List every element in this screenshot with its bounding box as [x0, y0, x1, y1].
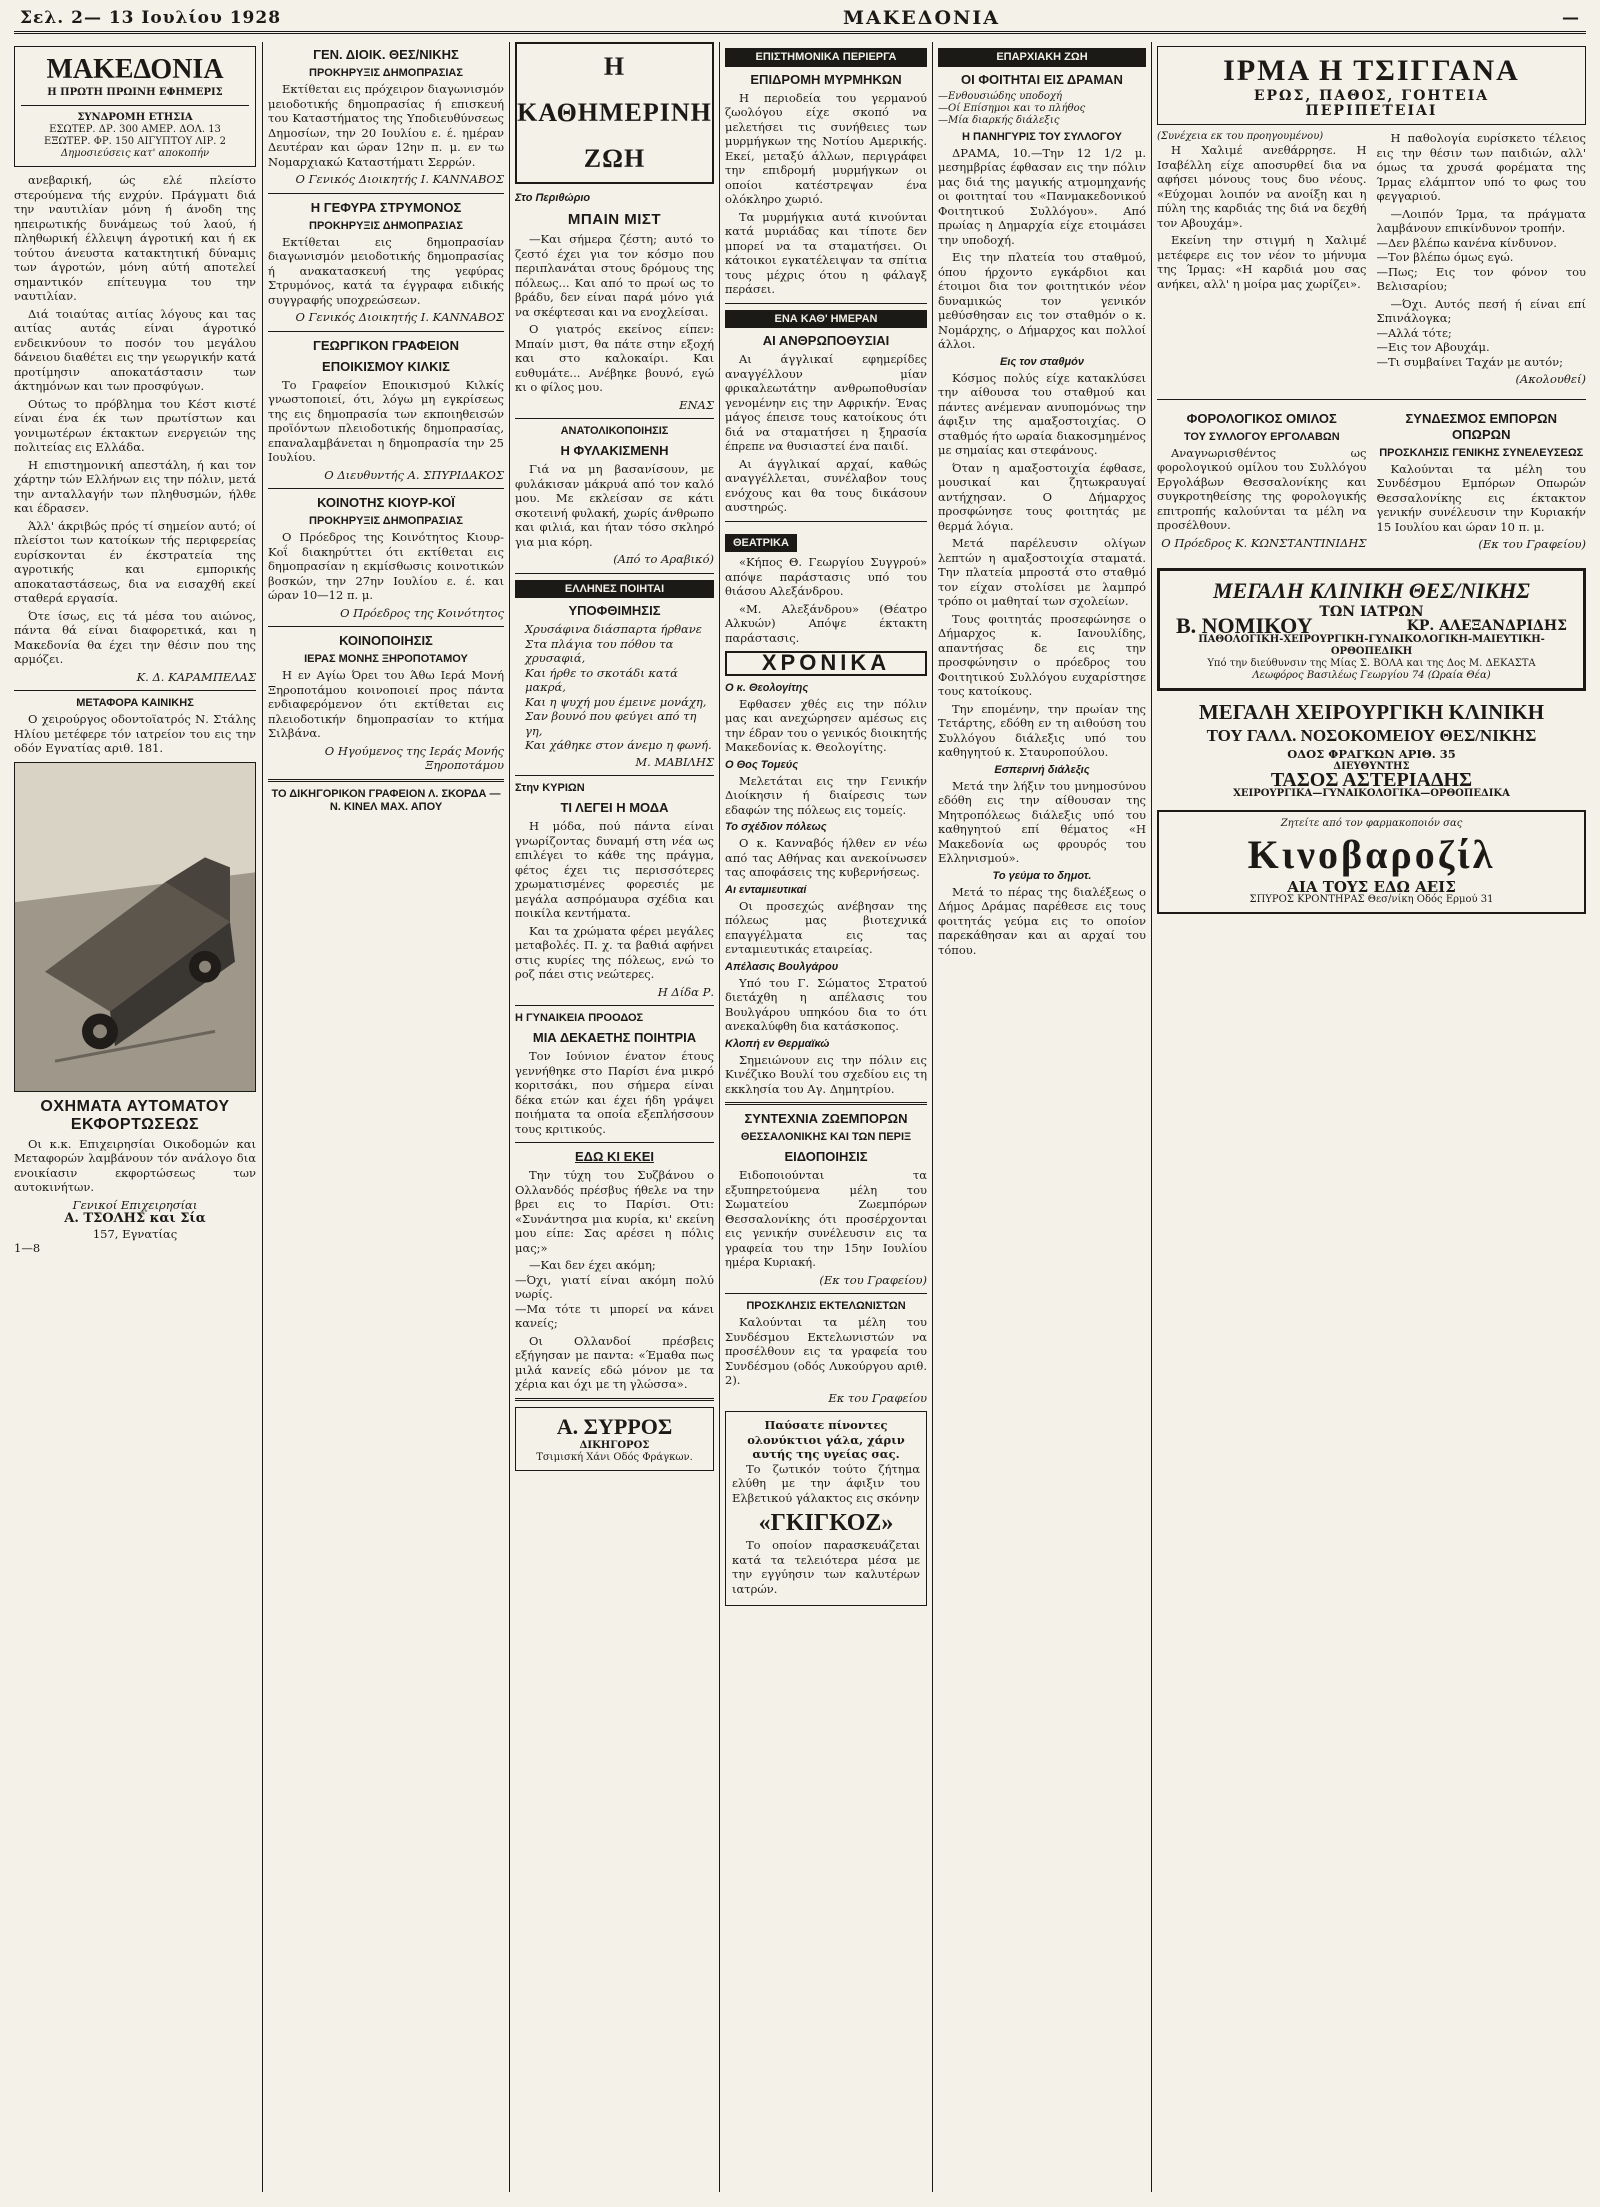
notice-signature: (Εκ του Γραφείου)	[819, 1272, 927, 1287]
hospital-specialties: ΧΕΙΡΟΥΡΓΙΚΑ—ΓΥΝΑΙΚΟΛΟΓΙΚΑ—ΟΡΘΟΠΕΔΙΚΑ	[1233, 787, 1510, 799]
poem-signature: Μ. ΜΑΒΙΛΗΣ	[635, 754, 714, 769]
article-paragraph: Αι άγγλικαί αρχαί, καθώς αναγγέλλεται, συνέλαβον τους ενόχους και θα τους δικάσουν αυστηρώς.	[725, 456, 927, 514]
hospital-advert	[1157, 699, 1586, 800]
article-paragraph: Ότε ίσως, εις τά μέσα του αιώνος, πάντα θά είναι διαφορετικά, και η Μακεδονία θα έχει την θέσιν που της αρμόζει.	[14, 608, 256, 666]
subscription-note: Δημοσιεύσεις κατ' αποκοπήν	[60, 148, 210, 159]
article-paragraph: —Και δεν έχει ακόμη; —Όχι, γιατί είναι ακόμη πολύ νωρίς. —Μα τότε τι μπορεί να κάνει κανείς;	[515, 1258, 714, 1330]
article-paragraph: Εις την πλατεία του σταθμού, όπου ήρχοντο εγκάρδιοι και έτοιμοι δια τον φοιτητικόν νέον δυναμικώς τον γενικόν μεθύσθησαν εις τον σταθμόν ο κ. Νομάρχης, ο Δήμαρχος και πολλοί άλλοι.	[938, 250, 1146, 351]
subscription-subtitle: Η ΠΡΩΤΗ ΠΡΩΙΝΗ ΕΦΗΜΕΡΙΣ	[47, 87, 223, 98]
column-rule	[1151, 42, 1152, 2192]
notice-heading: Η ΓΕΦΥΡΑ ΣΤΡΥΜΟΝΟΣ	[310, 199, 462, 215]
article-subheading: Εις τον σταθμόν	[1000, 355, 1084, 368]
article-paragraph: Τον Ιούνιον ένατον έτους γεννήθηκε στο Παρίσι ένα μικρό κοριτσάκι, που σήμερα είναι δέκα ετών και έχει ήδη γράψει ποιήματα τα οποία εξεπλήσσουν τους κριτικούς.	[515, 1049, 714, 1136]
news-text: Υπό του Γ. Σώματος Στρατού διετάχθη η απέλασις του Βουλγάρου υπηκόου δια το ότι ανεκαλύφθη δια κατάσκοπος.	[725, 975, 927, 1033]
milk-advert-text: Παύσατε πίνοντες ολονύκτιοι γάλα, χάριν αυτής της υγείας σας.	[747, 1418, 905, 1461]
notice-signature: Ο Γενικός Διοικητής Ι. ΚΑΝΝΑΒΟΣ	[295, 310, 504, 324]
notice-signature: Ο Πρόεδρος Κ. ΚΩΝΣΤΑΝΤΙΝΙΔΗΣ	[1161, 535, 1367, 550]
article-heading: ΤΙ ΛΕΓΕΙ Η ΜΟΔΑ	[560, 800, 669, 815]
notice-heading: ΚΟΙΝΟΠΟΙΗΣΙΣ	[339, 633, 433, 648]
news-heading: Το σχέδιον πόλεως	[725, 821, 827, 833]
notice-signature: Εκ του Γραφείου	[828, 1390, 927, 1405]
article-paragraph: Μετά την λήξιν του μνημοσύνου εδόθη εις την αίθουσαν της Μητροπόλεως διάλεξις υπό του καθηγητού επί θέματος «Η Μακεδονία ως φρουρός του Ελληνισμού».	[938, 778, 1146, 865]
article-kicker: ΕΛΛΗΝΕΣ ΠΟΙΗΤΑΙ	[515, 580, 714, 599]
article-paragraph: Οι Ολλανδοί πρέσβεις εξήγησαν με παντα: «Έμαθα πως μιλά κανείς εδώ μόνον με τα χέρια και όχι με τη γλώσσα».	[515, 1333, 714, 1391]
article-signature: Η Δίδα Ρ.	[657, 984, 714, 999]
article-heading: ΕΔΩ ΚΙ ΕΚΕΙ	[574, 1149, 654, 1164]
notice-heading: ΣΥΝΤΕΧΝΙΑ ΖΩΕΜΠΟΡΩΝ	[744, 1111, 908, 1126]
lawyer-role: ΔΙΚΗΓΟΡΟΣ	[579, 1439, 650, 1451]
column-3	[515, 42, 714, 2192]
advert-address: 157, Εγνατίας	[92, 1226, 178, 1241]
article-kicker: Στο Περιθώριο	[515, 192, 591, 204]
section-title: Η ΚΑΘΗΜΕΡΙΝΗ ΖΩΗ	[515, 42, 714, 184]
article-kicker: ΑΝΑΤΟΛΙΚΟΠΟΙΗΣΙΣ	[560, 425, 669, 437]
notice-subheading: ΠΡΟΚΗΡΥΞΙΣ ΔΗΜΟΠΡΑΣΙΑΣ	[309, 67, 463, 79]
notice-text: Καλούνται τα μέλη του Συνδέσμου Εμπόρων Οπωρών Θεσσαλονίκης εις έκτακτον γενικήν συνέλευσιν την Κυριακήν 15 Ιουλίου και ώραν 10 π. μ.	[1376, 461, 1586, 534]
article-paragraph: Τους φοιτητάς προσεφώνησε ο Δήμαρχος κ. Ιανουλίδης, απαντήσας δε εις την προσφώνησιν ο πρόεδρος του Φοιτητικού Συλλόγου ευχαρίστησε τους κατοίκους.	[938, 611, 1146, 698]
hospital-address: ΟΔΟΣ ΦΡΑΓΚΩΝ ΑΡΙΘ. 35	[1287, 746, 1456, 761]
article-paragraph: Αι άγγλικαί εφημερίδες αναγγέλλουν μίαν φρικαλεωτάτην ανθρωποθυσίαν γενομένην εις την Αφρικήν. Ένας μάγος έπεισε τους κατοίκους ότι διά να σταματήσει η ξηρασία έπρεπε να θυσιαστεί ένα παιδί.	[725, 352, 927, 453]
article-paragraph: —Και σήμερα ζέστη; αυτό το ζεστό έχει για τον κόσμο που περιπλανάται στους δρόμους της πόλεως... Και από το πρωί ως το βράδυ, δεν είναι παρά μόνο γιά να σκέφτεσαι και να ενοχλείσαι.	[515, 232, 714, 319]
news-text: Σημειώνουν εις την πόλιν εις Κινέζικο Βουλί του σχεδίου εις τη εκκλησία του Αγ. Δημητρίου.	[725, 1052, 927, 1096]
article-paragraph: Ο γιατρός εκείνος είπεν: Μπαίν μιστ, θα πάτε στην εξοχή και στο καλοκαίρι. Και ευθυμάτε... Ανέβηκε βουνό, εγώ κι ο φίλος μου.	[515, 322, 714, 394]
article-paragraph: Τα μυρμήγκια αυτά κινούνται κατά μυριάδας και τίποτε δεν μπορεί να τα σταματήσει. Οι κάτοικοι εγκατέλειψαν τα σπίτια τους μέχρις ότου η φάλαγξ περάσει.	[725, 209, 927, 296]
serial-paragraph: Η παθολογία ευρίσκετο τέλειος εις την θέσιν των παιδιών, αλλ' όμως τα χρυσά φορέματα της Ίρμας ελάμπτον υπό το φως του φεγγαριού.	[1376, 131, 1586, 203]
news-text: Ο κ. Κανναβός ήλθεν εν νέω από τας Αθήνας και ανεκοίνωσεν τας αποφάσεις της κυβερνήσεως.	[725, 836, 927, 879]
serial-note: (Συνέχεια εκ του προηγουμένου)	[1157, 131, 1324, 142]
news-text: Οι προσεχώς ανέβησαν της πόλεως μας βιοτεχνικά επαγγέλματα εις τας ενταμιευτικάς εταιρείας.	[725, 898, 927, 956]
notice-text: Ο Πρόεδρος της Κοινότητος Κιουρ-Κοΐ διακηρύττει ότι εκτίθεται εις δημοπρασίαν η εκμίσθωσις κοινοτικών βοσκών, την 27ην Ιουλίου ε. έ. και ώραν 10—12 π. μ.	[268, 530, 504, 602]
clinic-subtitle: ΤΩΝ ΙΑΤΡΩΝ	[1319, 603, 1424, 620]
news-heading: Αι ενταμιευτικαί	[725, 883, 807, 896]
news-text: Εφθασεν χθές εις την πόλιν μας και ανεχώρησεν αμέσως εις την έδραν του ο γενικός διοικητής Μακεδονίας κ. Θεολογίτης.	[725, 696, 927, 754]
theatre-item: «Μ. Αλεξάνδρου» (Θέατρο Αλκυών) Απόψε έκτακτη παράστασις.	[725, 601, 927, 645]
chronicles-heading: ΧΡΟΝΙΚΑ	[725, 651, 927, 676]
article-subheading: —Μία διαρκής διάλεξις	[938, 114, 1060, 126]
newspaper-page	[14, 4, 1586, 2200]
news-heading: Απέλασις Βουλγάρου	[725, 960, 839, 973]
truck-photo	[14, 762, 256, 1092]
lawyer-name: Α. ΣΥΡΡΟΣ	[556, 1413, 673, 1439]
column-rule	[509, 42, 510, 2192]
column-rule	[262, 42, 263, 2192]
article-paragraph: Κόσμος πολύς είχε κατακλύσει την αίθουσα του σταθμού και πάντες ανέμεναν ανυπομόνως την άφιξιν της αμαξοστοιχίας. Ο σταθμός ήτο ωραία διακοσμημένος με σημαίας και στεφάνους.	[938, 370, 1146, 457]
subscription-title: ΜΑΚΕΔΟΝΙΑ	[46, 54, 224, 85]
article-subheading: —Ενθουσιώδης υποδοχή	[938, 90, 1062, 102]
advert-text: Οι κ.κ. Επιχειρησίαι Οικοδομών και Μεταφορών λαμβάνουν τόν ανάλογο δια ενοικίασιν εκφορτώσεως των αυτοκινήτων.	[14, 1136, 256, 1194]
article-heading: Η ΦΥΛΑΚΙΣΜΕΝΗ	[560, 443, 669, 458]
clinic-management: Υπό την διεύθυνσιν της Μίας Σ. ΒΟΛΑ και της Δος Μ. ΔΕΚΑΣΤΑ	[1207, 657, 1536, 669]
notice-subheading: ΤΟΥ ΣΥΛΛΟΓΟΥ ΕΡΓΟΛΑΒΩΝ	[1183, 430, 1340, 443]
poem-heading: ΥΠΟΦΘΙΜΗΣΙΣ	[568, 603, 661, 618]
article-paragraph: Η επιστημονική απεστάλη, ή και τον χάρτην τών Ελλήνων εις την πόλιν, μετά την ανταλλαγήν των πληθυσμών, ήλθε και έδρασεν.	[14, 457, 256, 515]
notice-heading: ΚΟΙΝΟΤΗΣ ΚΙΟΥΡ-ΚΟΪ	[317, 495, 455, 510]
article-paragraph: Ούτως το πρόβλημα του Κέστ κιστέ είναι ένα έκ των πρωτίστων και γονιμωτέρων έκτακτων ενεργειών της πολιτείας εις Ελλάδα.	[14, 396, 256, 454]
notices-left	[1157, 406, 1367, 558]
truck-illustration	[15, 763, 255, 1091]
advert-text: ΤΟ ΔΙΚΗΓΟΡΙΚΟΝ ΓΡΑΦΕΙΟΝ Λ. ΣΚΟΡΔΑ — Ν. ΚΙΝΕΛ ΜΑΧ. ΑΠΟΥ	[271, 787, 501, 813]
article-paragraph: Μετά παρέλευσιν ολίγων λεπτών η αμαξοστοιχία σταματά. Την πλατεία μπροστά στο σταθμό τον είχαν στολίσει με λαμπρό τρόπο οι μαθηταί των σχολείων.	[938, 536, 1146, 608]
column-1	[14, 42, 256, 2192]
serial-subtitle: ΕΡΩΣ, ΠΑΘΟΣ, ΓΟΗΤΕΙΑ	[1253, 88, 1490, 104]
column-6	[1157, 42, 1586, 2192]
serial-text-left	[1157, 131, 1367, 393]
advert-heading: ΟΧΗΜΑΤΑ ΑΥΤΟΜΑΤΟΥ ΕΚΦΟΡΤΩΣΕΩΣ	[40, 1097, 230, 1133]
masthead-date: Σελ. 2— 13 Ιουλίου 1928	[20, 7, 282, 28]
advert-number: 1—8	[14, 1241, 41, 1255]
notice-subheading: ΙΕΡΑΣ ΜΟΝΗΣ ΞΗΡΟΠΟΤΑΜΟΥ	[304, 653, 468, 665]
lawyer-advert	[515, 1407, 714, 1471]
serial-paragraph: Εκείνη την στιγμή η Χαλιμέ μετέφερε εις τον νέον το μήνυμα της Ίρμας: «Η καρδιά μου σας ανήκει, αλλ' η μοίρα μας χωρίζει».	[1157, 233, 1367, 291]
notice-heading: ΓΕΩΡΓΙΚΟΝ ΓΡΑΦΕΙΟΝ	[313, 337, 459, 353]
article-subheading: —Οί Επίσημοι και το πλήθος	[938, 102, 1086, 114]
article-subheading: Η ΠΑΝΗΓΥΡΙΣ ΤΟΥ ΣΥΛΛΟΓΟΥ	[961, 130, 1122, 143]
article-subheading: Εσπερινή διάλεξις	[994, 763, 1090, 776]
milk-advert	[725, 1411, 927, 1606]
notice-subheading: ΠΡΟΣΚΛΗΣΙΣ ΓΕΝΙΚΗΣ ΣΥΝΕΛΕΥΣΕΩΣ	[1379, 446, 1584, 459]
medicine-name: Κινοβαροζίλ	[1247, 831, 1496, 877]
subscription-header: ΣΥΝΔΡΟΜΗ ΕΤΗΣΙΑ	[77, 112, 193, 123]
advert-company: Α. ΤΣΟΛΗΣ και Σία	[64, 1211, 206, 1226]
serial-text-right	[1377, 131, 1587, 393]
notice-subheading: ΠΡΟΚΗΡΥΞΙΣ ΔΗΜΟΠΡΑΣΙΑΣ	[309, 219, 463, 232]
notice-subheading: ΠΡΟΚΗΡΥΞΙΣ ΔΗΜΟΠΡΑΣΙΑΣ	[309, 515, 463, 527]
clinic-specialties: ΠΑΘΟΛΟΓΙΚΗ-ΧΕΙΡΟΥΡΓΙΚΗ-ΓΥΝΑΙΚΟΛΟΓΙΚΗ-ΜΑΙΕΥΤΙΚΗ-ΟΡΘΟΠΕΔΙΚΗ	[1198, 633, 1545, 657]
article-paragraph: Και τα χρώματα φέρει μεγάλες μεταβολές. Π. χ. τα βαθιά αφήνει στις κυρίες της πόλεως, ενώ το ροζ πάει στις νεώτερες.	[515, 923, 714, 981]
notice-text: Καλούνται τα μέλη του Συνδέσμου Εκτελωνιστών να προσέλθουν εις τα γραφεία του Συνδέσμου (οδός Λυκούργου αριθ. 2).	[725, 1315, 927, 1387]
notice-signature: (Εκ του Γραφείου)	[1478, 537, 1586, 551]
theatre-item: «Κήπος Θ. Γεωργίου Συγγρού» απόψε παράστασις υπό του θιάσου Αλεξάνδρου.	[725, 555, 927, 598]
article-paragraph: Γιά να μη βασανίσουν, με φυλάκισαν μάκρυά από τον καλό μου. Με εκλείσαν σε κάτι σκοτεινή φυλακή, χωρίς άνθρωπο και φιλιά, και ήταν τόσο σκληρό για μια κόρη.	[515, 462, 714, 549]
article-paragraph: Όταν η αμαξοστοιχία έφθασε, μουσικαί και ζητωκραυγαί αντήχησαν. Ο Δήμαρχος προσφώνησε τους φοιτητάς με θερμά λόγια.	[938, 460, 1146, 533]
column-rule	[932, 42, 933, 2192]
clinic-title: ΜΕΓΑΛΗ ΚΛΙΝΙΚΗ ΘΕΣ/ΝΙΚΗΣ	[1213, 577, 1530, 603]
milk-brand: «ΓΚΙΓΚΟΖ»	[758, 1510, 894, 1536]
article-kicker: Στην ΚΥΡΙΩΝ	[515, 782, 585, 794]
advert-signature: Γενικοί Επιχειρησίαι	[72, 1197, 198, 1212]
article-paragraph: Η περιοδεία του γερμανού ζωολόγου είχε σκοπό να μελετήσει τις συνήθειες των μυρμήγκων της Νοτίου Αμερικής. Εκεί, μεταξύ άλλων, περιγράφει την επιδρομή μυρμήγκων οι οποίοι κατέστρεψαν ένα ολόκληρο χωριό.	[725, 90, 927, 206]
masthead-title: ΜΑΚΕΔΟΝΙΑ	[842, 6, 1001, 29]
subscription-rate: ΕΞΩΤΕΡ. ΦΡ. 150 ΑΙΓΥΠΤΟΥ ΛΙΡ. 2	[44, 136, 226, 147]
notice-signature: Ο Ηγούμενος της Ιεράς Μονής Ξηροποτάμου	[324, 743, 504, 772]
notice-heading: ΓΕΝ. ΔΙΟΙΚ. ΘΕΣ/ΝΙΚΗΣ	[313, 47, 459, 62]
clinic-doctor: Β. ΝΟΜΙΚΟΥ	[1176, 613, 1313, 638]
article-heading: ΑΙ ΑΝΘΡΩΠΟΘΥΣΙΑΙ	[762, 333, 890, 348]
masthead-right: —	[1561, 7, 1580, 28]
column-2	[268, 42, 504, 2192]
article-paragraph: Την επομένην, την πρωίαν της Τετάρτης, εδόθη εν τη αιθούση του Συλλόγου διάλεξις υπό του καθηγητού κ. Σταυροπούλου.	[938, 701, 1146, 759]
article-paragraph: Άλλ' άκριβώς πρός τί σημείον αυτό; οί πλείστοι των κατοίκων τής περιφερείας ευρίσκονται έν έκστρατεία της αγροτικής και εμπορικής αποκαταστάσεως, δια να εισαχθή εκεί σταθερά εργασία.	[14, 518, 256, 605]
notice-text: Ο χειρούργος οδοντοϊατρός Ν. Στάλης Ηλίου μετέφερε τόν ιατρείον του εις την οδόν Εγνατίας αριθ. 181.	[14, 712, 256, 755]
article-heading: ΕΠΙΔΡΟΜΗ ΜΥΡΜΗΚΩΝ	[750, 71, 902, 87]
notice-subheading: ΘΕΣΣΑΛΟΝΙΚΗΣ ΚΑΙ ΤΩΝ ΠΕΡΙΞ	[740, 1131, 912, 1143]
news-heading: Κλοπή εν Θερμαϊκώ	[725, 1037, 830, 1050]
news-heading: Ο Θος Τομεύς	[725, 758, 799, 771]
notice-signature: Ο Πρόεδρος της Κοινότητος	[340, 605, 504, 620]
notices-columns	[1157, 406, 1586, 558]
notices-right	[1377, 406, 1587, 558]
column-5	[938, 42, 1146, 2192]
serial-signature: (Ακολουθεί)	[1515, 372, 1586, 386]
notice-text: Η εν Αγίω Όρει του Άθω Ιερά Μονή Ξηροποτάμου κοινοποιεί προς πάντα ενδιαφερόμενον ότι εκτίθεται εις πλειοδοτικήν δημοπρασίαν το κτήμα Σιλβάνα.	[268, 668, 504, 740]
medicine-slogan: ΑΙΑ ΤΟΥΣ ΕΔΩ ΑΕΙΣ	[1287, 877, 1456, 896]
column-4	[725, 42, 927, 2192]
hospital-subtitle: ΤΟΥ ΓΑΛΛ. ΝΟΣΟΚΟΜΕΙΟΥ ΘΕΣ/ΝΙΚΗΣ	[1206, 725, 1537, 745]
notice-heading: ΣΥΝΔΕΣΜΟΣ ΕΜΠΟΡΩΝ ΟΠΩΡΩΝ	[1405, 410, 1557, 442]
article-signature: ΕΝΑΣ	[679, 397, 714, 412]
medicine-tagline: Ζητείτε από τον φαρμακοποιόν σας	[1280, 817, 1463, 829]
notice-heading: ΦΟΡΟΛΟΓΙΚΟΣ ΟΜΙΛΟΣ	[1186, 410, 1337, 426]
article-signature: Κ. Δ. ΚΑΡΑΜΠΕΛΑΣ	[136, 669, 256, 684]
article-kicker: ΕΠΙΣΤΗΜΟΝΙΚΑ ΠΕΡΙΕΡΓΑ	[725, 48, 927, 67]
article-subheading: Το γεύμα το δημοτ.	[992, 869, 1092, 882]
milk-advert-text: Το οποίον παρασκευάζεται κατά τα τελειότερα μέσα με την εγγύησιν των καλυτέρων ιατρών.	[732, 1538, 920, 1596]
news-heading: Ο κ. Θεολογίτης	[725, 681, 809, 694]
article-kicker: Η ΓΥΝΑΙΚΕΙΑ ΠΡΟΟΔΟΣ	[515, 1012, 644, 1024]
hospital-director: ΤΑΣΟΣ ΑΣΤΕΡΙΑΔΗΣ	[1270, 769, 1473, 791]
hospital-director-label: ΔΙΕΥΘΥΝΤΗΣ	[1333, 761, 1410, 772]
masthead	[14, 4, 1586, 34]
medicine-distributor: ΣΠΥΡΟΣ ΚΡΟΝΤΗΡΑΣ Θεσ/νίκη Οδός Ερμού 31	[1249, 894, 1494, 905]
news-text: Μελετάται εις την Γενικήν Διοίκησιν ή διαίρεσις των εδαφών της πόλεως εις τομείς.	[725, 773, 927, 817]
article-kicker: ΕΠΑΡΧΙΑΚΗ ΖΩΗ	[938, 48, 1146, 67]
subscription-rate: ΕΣΩΤΕΡ. ΔΡ. 300 ΑΜΕΡ. ΔΟΛ. 13	[49, 124, 221, 135]
serial-paragraph: —Όχι. Αυτός πεσή ή είναι επί Σπινάλογκα; —Αλλά τότε; —Εις τον Αβουχάμ. —Τι συμβαίνει Ταχάν με αυτόν;	[1376, 296, 1586, 369]
notice-text: Ειδοποιούνται τα εξυπηρετούμενα μέλη του Σωματείου Ζωεμπόρων Θεσσαλονίκης ότι προσέρχονται εις γενικήν συνέλευσιν εις τα γραφεία του την 15ην Ιουλίου ημέρα Κυριακή.	[725, 1168, 927, 1269]
notice-signature: Ο Διευθυντής Α. ΣΠΥΡΙΔΑΚΟΣ	[324, 467, 504, 482]
article-heading: ΟΙ ΦΟΙΤΗΤΑΙ ΕΙΣ ΔΡΑΜΑΝ	[961, 71, 1123, 87]
article-paragraph: Η μόδα, πού πάντα είναι γνωρίζοντας δυναμή στη νέα ως επιλέγει το κάθε της πράγμα, φέτος έχει τις περισσότερες χρωματισμένες φορεσιές με μεγάλα ασπρόμαυρα σχέδια και ποικίλα κεντήματα.	[515, 819, 714, 920]
notice-heading: ΠΡΟΣΚΛΗΣΙΣ ΕΚΤΕΛΩΝΙΣΤΩΝ	[746, 1300, 906, 1312]
subscription-box	[14, 46, 256, 167]
article-paragraph: ανεβαρική, ώς ελέ πλείστο στερούμενα τής ενχρύν. Πράγματι διά την ναυτιλίαν μόνη ή άνοδη της ηπειρωτικής δυνάμεως τού λαού, ή πληθωρική έλλειψη άγροτική και ή εκ τούτου άνευστα κατακτητική δύναμις των άγροτών, μόνη αύτή αποτελεί σημαντικόν επίτευγμα του την ναυτιλίαν.	[14, 173, 256, 303]
serial-advert	[1157, 46, 1586, 125]
article-paragraph: Διά τοιαύτας αιτίας λόγους και τας αιτίας αυτάς είναι άγροτικό ενδεικνύουν το ποσόν του μεγάλου δάνειου διαθέτει εις την γεωργικήν κατά προτίμησιν αποκατάστασιν των άκτημόνων και των προσφύγων.	[14, 306, 256, 393]
hospital-title: ΜΕΓΑΛΗ ΧΕΙΡΟΥΡΓΙΚΗ ΚΛΙΝΙΚΗ	[1198, 699, 1545, 724]
clinic-advert	[1157, 568, 1586, 691]
serial-subtitle: ΠΕΡΙΠΕΤΕΙΑΙ	[1305, 102, 1438, 119]
notice-text: Το Γραφείον Εποικισμού Κιλκίς γνωστοποιεί, ότι, λόγω μη εγκρίσεως της εις δημοπρασία των εκποιηθεισών προϊόντων πλειοδοτικής δημοπρασίας, επαναλαμβάνεται η δημοπρασία την 25 Ιουλίου.	[268, 377, 504, 464]
serial-paragraph: —Λοιπόν Ίρμα, τα πράγματα λαμβάνουν επικίνδυνον τροπήν. —Δεν βλέπω κανένα κίνδυνον. —Τον βλέπω όμως εγώ. —Πως; Εις τον φόνον του Βελισαρίου;	[1376, 206, 1586, 293]
clinic-doctor: ΚΡ. ΑΛΕΞΑΝΔΡΙΔΗΣ	[1406, 618, 1567, 634]
serial-title: ΙΡΜΑ Η ΤΣΙΓΓΑΝΑ	[1223, 54, 1520, 87]
article-paragraph: Την τύχη του Συζβάνου ο Ολλανδός πρέσβυς ήθελε να την βρει εις το Παρίσι. Οτι: «Συνάντησα μια κυρία, κι' εκείνη μου είπε: Σας αρέσει η πόλις μας;»	[515, 1168, 714, 1255]
article-kicker: ΕΝΑ ΚΑΘ' ΗΜΕΡΑΝ	[725, 310, 927, 329]
clinic-doctors	[1166, 613, 1577, 638]
article-paragraph: ΔΡΑΜΑ, 10.—Την 12 1/2 μ. μεσημβρίας έφθασαν εις την πόλιν μας διά της μαγικής ατμομηχανής οι φοιτηταί του «Πανμακεδονικού Φοιτητικού Συλλόγου». Από πρωίας η Δημαρχία είχε ετοιμάσει την υποδοχή.	[938, 145, 1146, 247]
notice-text: Αναγνωρισθέντος ως φορολογικού ομίλου του Συλλόγου Εργολάβων Θεσσαλονίκης και συγκροτηθείσης της φορολογικής επιτροπής καλούνται τα μέλη να προσέλθουν.	[1157, 445, 1367, 532]
lawyer-address: Τσιμισκή Χάνι Οδός Φράγκων.	[536, 1451, 693, 1463]
theatre-heading: ΘΕΑΤΡΙΚΑ	[725, 534, 797, 553]
medicine-advert	[1157, 810, 1586, 915]
notice-subheading: ΕΠΟΙΚΙΣΜΟΥ ΚΙΛΚΙΣ	[322, 358, 450, 374]
poem-text: Χρυσάφινα διάσπαρτα ήρθανε Στα πλάγια του πόθου τα χρυσαφιά, Και ήρθε το σκοτάδι κατά μακρά, Και η ψυχή μου έμεινε μονάχη, Σαν βουνό που φεύγει από τη γη, Και χάθηκε στον άνεμο η φωνή.	[525, 622, 712, 752]
column-rule	[719, 42, 720, 2192]
notice-text: Εκτίθεται εις δημοπρασίαν διαγωνισμόν μειοδοτικής δημοπρασίας ή ανακατασκευή της γεφύρας Στρυμόνος, κατά τα έγγραφα ειδικής συγγραφής υποχρεώσεων.	[268, 234, 504, 307]
serial-paragraph: Η Χαλιμέ ανεθάρρησε. Η Ισαβέλλη είχε αποσυρθεί δια να αφήσει μόνους τους δυο νέους. «Εύχομαι λοιπόν να ανοίξη και η πύλη της καρδιάς της διά να δεχθή τον Αβουχάμ».	[1157, 143, 1367, 230]
notice-signature: Ο Γενικός Διοικητής Ι. ΚΑΝΝΑΒΟΣ	[295, 172, 504, 186]
clinic-address: Λεωφόρος Βασιλέως Γεωργίου 74 (Ωραία Θέα)	[1252, 669, 1491, 681]
article-heading: ΜΠΑΙΝ ΜΙΣΤ	[567, 211, 662, 228]
notice-text: Εκτίθεται εις πρόχειρον διαγωνισμόν μειοδοτικής δημοπρασίας ή επισκευή του Καταστήματος της Υποδιευθύνσεως Δημοσίων, την 20 Ιουλίου ε. έ. ημέραν Δευτέραν και ώραν 12ην π. μ. εν τω Νομαρχιακώ Καταστήματι Σερρών.	[268, 82, 504, 169]
notice-subheading: ΕΙΔΟΠΟΙΗΣΙΣ	[784, 1149, 868, 1164]
milk-advert-text: Το ζωτικόν τούτο ζήτημα ελύθη με την άφιξιν του Ελβετικού γάλακτος εις σκόνην	[732, 1461, 920, 1505]
article-signature: (Από το Αραβικό)	[613, 552, 714, 566]
article-paragraph: Μετά το πέρας της διαλέξεως ο Δήμος Δράμας παρέθεσε εις τους φοιτητάς γεύμα εις το οποίον παρεκάθησαν και αι αρχαί του τόπου.	[938, 884, 1146, 957]
serial-text-columns	[1157, 131, 1586, 393]
article-heading: ΜΙΑ ΔΕΚΑΕΤΗΣ ΠΟΙΗΤΡΙΑ	[532, 1030, 697, 1045]
notice-heading: ΜΕΤΑΦΟΡΑ ΚΑΙΝΙΚΗΣ	[76, 697, 194, 709]
